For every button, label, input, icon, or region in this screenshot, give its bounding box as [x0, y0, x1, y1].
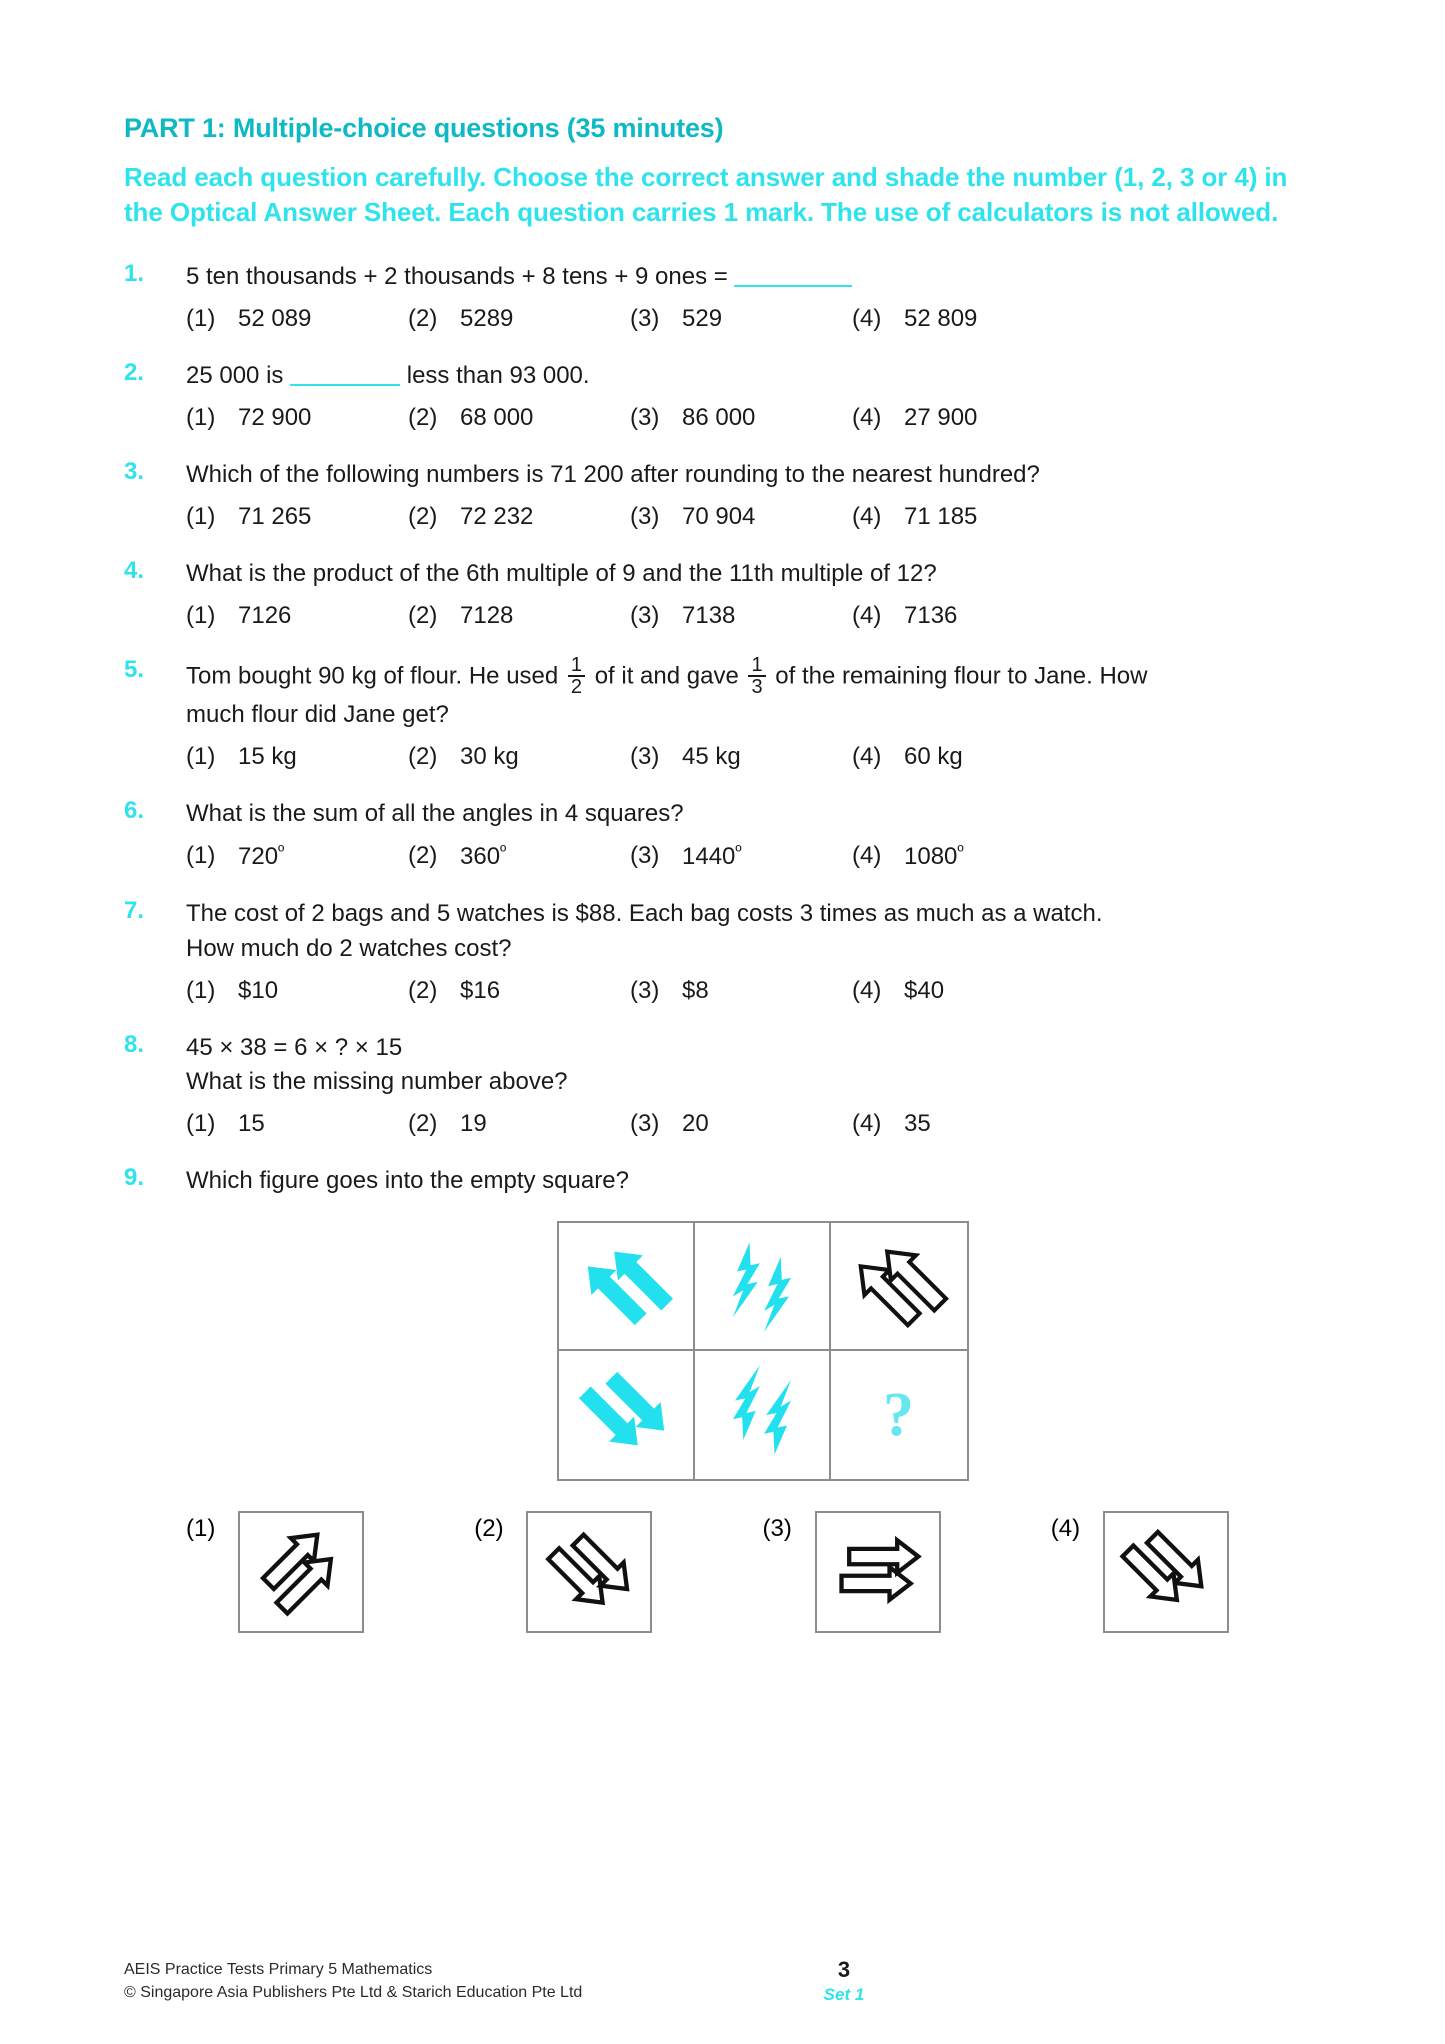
- option-2[interactable]: [408, 404, 630, 432]
- option-value: $1440^º$: [682, 842, 742, 871]
- matrix-cell-6-empty: [831, 1351, 967, 1479]
- question-text-line2: What is the missing number above?: [186, 1068, 568, 1096]
- option-label: (2): [408, 305, 438, 333]
- question-number: 4.: [124, 556, 145, 584]
- question-text-after-blank: less than 93 000.: [406, 362, 590, 390]
- cyan-lightning-up-right-icon: [710, 1232, 814, 1341]
- question-number: 3.: [124, 458, 145, 486]
- question-text: Which of the following numbers is 71 200 after rounding to the nearest hundred?: [186, 461, 1040, 489]
- option-value: 5289: [460, 305, 514, 333]
- option-2[interactable]: [408, 842, 630, 871]
- option-label: (1): [186, 502, 216, 530]
- outline-block-arrows-left-icon: [830, 1522, 926, 1623]
- question-number: 1.: [124, 260, 145, 288]
- question-text: [186, 260, 1339, 295]
- option-label: (2): [408, 404, 438, 432]
- question-segment-1: Tom bought 90 kg of flour. He used: [186, 662, 559, 690]
- question-4: [124, 557, 1339, 630]
- option-value: 68 000: [460, 404, 534, 432]
- figure-option-1[interactable]: [186, 1511, 474, 1633]
- question-text: The cost of 2 bags and 5 watches is $88. Each bag costs 3 times as much as a watch.: [186, 900, 1103, 928]
- option-label: (4): [852, 502, 882, 530]
- page-footer: [124, 1958, 1324, 2005]
- option-value: 71 265: [238, 502, 312, 530]
- option-value: 45 kg: [682, 743, 741, 771]
- option-value: 19: [460, 1110, 487, 1138]
- option-value: 15 kg: [238, 743, 297, 771]
- degree-symbol: º: [735, 842, 742, 862]
- degree-symbol: º: [500, 842, 507, 862]
- option-label: (4): [852, 976, 882, 1004]
- option-value: $720^º$: [238, 842, 285, 871]
- option-1[interactable]: [186, 503, 408, 531]
- option-2[interactable]: [408, 602, 630, 630]
- options-row: [186, 977, 1339, 1005]
- option-label: (4): [852, 1110, 882, 1138]
- question-text-before-blank: 25 000 is: [186, 362, 284, 390]
- footer-page-info: [764, 1958, 924, 2005]
- option-1[interactable]: [186, 977, 408, 1005]
- option-label: (3): [630, 601, 660, 629]
- option-label: (4): [852, 601, 882, 629]
- option-value: $8: [682, 976, 709, 1004]
- degree-symbol: º: [278, 842, 285, 862]
- question-text: [186, 653, 1339, 699]
- option-3[interactable]: [630, 977, 852, 1005]
- question-mark-icon: ?: [883, 1381, 914, 1450]
- option-value: 72 900: [238, 404, 312, 432]
- option-value: $40: [904, 976, 945, 1004]
- answer-blank[interactable]: [290, 362, 400, 386]
- option-value: 15: [238, 1110, 265, 1138]
- options-row: [186, 743, 1339, 771]
- option-value: 7128: [460, 601, 514, 629]
- question-text: What is the product of the 6th multiple of 9 and the 11th multiple of 12?: [186, 559, 937, 587]
- option-value: 20: [682, 1110, 709, 1138]
- options-row: [186, 602, 1339, 630]
- option-label: (3): [762, 1515, 792, 1543]
- option-label: (2): [408, 976, 438, 1004]
- option-label: (3): [630, 305, 660, 333]
- option-1[interactable]: [186, 404, 408, 432]
- cyan-block-arrows-up-right-icon: [574, 1232, 678, 1341]
- figure-options-row: [186, 1511, 1339, 1633]
- option-2[interactable]: [408, 1110, 630, 1138]
- figure-option-box[interactable]: [238, 1511, 364, 1633]
- option-label: (3): [630, 404, 660, 432]
- option-value: $1080^º$: [904, 842, 964, 871]
- question-number: 7.: [124, 897, 145, 925]
- option-label: (1): [186, 842, 216, 870]
- question-6: [124, 797, 1339, 871]
- option-1[interactable]: [186, 1110, 408, 1138]
- option-label: (3): [630, 976, 660, 1004]
- option-3[interactable]: [630, 602, 852, 630]
- set-label: Set 1: [823, 1985, 865, 2005]
- option-label: (4): [1050, 1515, 1081, 1543]
- option-value: $10: [238, 976, 279, 1004]
- option-4[interactable]: [852, 503, 1074, 531]
- option-label: (3): [630, 743, 660, 771]
- option-value: 60 kg: [904, 743, 963, 771]
- question-3: [124, 458, 1339, 531]
- question-number: 9.: [124, 1164, 145, 1192]
- option-3[interactable]: [630, 305, 852, 333]
- fraction-one-half: [568, 655, 585, 698]
- option-value: 35: [904, 1110, 931, 1138]
- option-4[interactable]: [852, 404, 1074, 432]
- option-value: $16: [460, 976, 501, 1004]
- footer-credits: [124, 1958, 764, 2004]
- figure-option-box[interactable]: [1103, 1511, 1229, 1633]
- option-2[interactable]: [408, 743, 630, 771]
- option-value: 52 089: [238, 305, 312, 333]
- option-value: 71 185: [904, 502, 978, 530]
- figure-option-box[interactable]: [526, 1511, 652, 1633]
- question-equation: 45 × 38 = 6 × ? × 15: [186, 1033, 403, 1061]
- option-value: 7138: [682, 601, 736, 629]
- question-2: [124, 359, 1339, 432]
- option-3[interactable]: [630, 1110, 852, 1138]
- outline-block-arrows-down-right-icon: [253, 1522, 349, 1623]
- matrix-cell-2: [695, 1223, 831, 1351]
- option-1[interactable]: [186, 743, 408, 771]
- question-text: [186, 359, 1339, 394]
- question-number: 5.: [124, 655, 145, 683]
- question-text: What is the sum of all the angles in 4 squares?: [186, 800, 684, 828]
- option-label: (1): [186, 404, 216, 432]
- question-text-line2: much flour did Jane get?: [186, 701, 449, 729]
- option-4[interactable]: [852, 1110, 1074, 1138]
- option-label: (4): [852, 842, 882, 870]
- figure-option-2[interactable]: [474, 1511, 762, 1633]
- option-3[interactable]: [630, 743, 852, 771]
- outline-block-arrows-up-right-icon: [847, 1232, 951, 1341]
- option-value: 7136: [904, 601, 958, 629]
- answer-blank[interactable]: [734, 263, 852, 287]
- fraction-one-third: [748, 655, 765, 698]
- option-value: $360^º$: [460, 842, 507, 871]
- options-row: [186, 1110, 1339, 1138]
- matrix-grid: [557, 1221, 969, 1481]
- page-number: 3: [837, 1957, 851, 1982]
- question-segment-2: of it and gave: [594, 662, 739, 690]
- option-label: (2): [408, 1110, 438, 1138]
- part-instructions: Read each question carefully. Choose the correct answer and shade the number (1, 2, 3 or 4) in the Optical Answer Sheet. Each question carries 1 mark. The use of calculators is not allowed.: [124, 161, 1288, 228]
- question-segment-3: of the remaining flour to Jane. How: [775, 662, 1148, 690]
- option-label: (1): [186, 1515, 216, 1543]
- option-2[interactable]: [408, 305, 630, 333]
- figure-option-box[interactable]: [815, 1511, 941, 1633]
- option-label: (1): [186, 601, 216, 629]
- outline-block-arrows-up-left-icon: [541, 1522, 637, 1623]
- option-value: 7126: [238, 601, 292, 629]
- figure-option-4[interactable]: [1051, 1511, 1339, 1633]
- matrix-cell-3: [831, 1223, 967, 1351]
- options-row: [186, 842, 1339, 871]
- option-value: 30 kg: [460, 743, 519, 771]
- option-2[interactable]: [408, 503, 630, 531]
- option-4[interactable]: [852, 977, 1074, 1005]
- option-label: (1): [186, 1110, 216, 1138]
- option-value: 70 904: [682, 502, 756, 530]
- options-row: [186, 404, 1339, 432]
- option-label: (3): [630, 502, 660, 530]
- option-4[interactable]: [852, 743, 1074, 771]
- matrix-cell-1: [559, 1223, 695, 1351]
- question-text: Which figure goes into the empty square?: [186, 1167, 629, 1195]
- question-text-line2: How much do 2 watches cost?: [186, 934, 512, 962]
- cyan-lightning-down-left-icon: [710, 1361, 814, 1470]
- question-number: 6.: [124, 797, 145, 825]
- option-2[interactable]: [408, 977, 630, 1005]
- option-label: (4): [852, 305, 882, 333]
- question-5: [124, 653, 1339, 772]
- options-row: [186, 503, 1339, 531]
- option-label: (3): [630, 1110, 660, 1138]
- option-label: (2): [408, 842, 438, 870]
- matrix-cell-5: [695, 1351, 831, 1479]
- option-value: 27 900: [904, 404, 978, 432]
- question-8: [124, 1031, 1339, 1139]
- question-number: 8.: [124, 1030, 145, 1058]
- option-1[interactable]: [186, 602, 408, 630]
- option-value: 86 000: [682, 404, 756, 432]
- outline-block-arrows-down-left-icon: [1118, 1522, 1214, 1623]
- degree-symbol: º: [957, 842, 964, 862]
- option-value: 72 232: [460, 502, 534, 530]
- option-label: (4): [852, 404, 882, 432]
- option-label: (2): [474, 1515, 504, 1543]
- page-content: [124, 112, 1339, 1659]
- option-3[interactable]: [630, 404, 852, 432]
- option-1[interactable]: [186, 305, 408, 333]
- option-label: (2): [408, 502, 438, 530]
- fraction-denominator: 3: [748, 675, 765, 697]
- matrix-figure-wrapper: [186, 1221, 1339, 1481]
- option-label: (2): [408, 601, 438, 629]
- option-label: (3): [630, 842, 660, 870]
- question-9: [124, 1164, 1339, 1633]
- option-1[interactable]: [186, 842, 408, 871]
- option-4[interactable]: [852, 842, 1074, 871]
- part-title: PART 1: Multiple-choice questions (35 minutes): [124, 113, 724, 143]
- option-label: (2): [408, 743, 438, 771]
- matrix-cell-4: [559, 1351, 695, 1479]
- fraction-denominator: 2: [568, 675, 585, 697]
- figure-option-3[interactable]: [763, 1511, 1051, 1633]
- option-3[interactable]: [630, 842, 852, 871]
- option-value: 52 809: [904, 305, 978, 333]
- question-text-before-blank: 5 ten thousands + 2 thousands + 8 tens + 9 ones =: [186, 263, 728, 291]
- fraction-numerator: 1: [751, 653, 763, 676]
- footer-copyright: © Singapore Asia Publishers Pte Ltd & Starich Education Pte Ltd: [124, 1984, 583, 2002]
- option-4[interactable]: [852, 602, 1074, 630]
- option-3[interactable]: [630, 503, 852, 531]
- cyan-block-arrows-down-left-icon: [574, 1361, 678, 1470]
- option-label: (1): [186, 976, 216, 1004]
- option-value: 529: [682, 305, 723, 333]
- option-4[interactable]: [852, 305, 1074, 333]
- option-label: (1): [186, 743, 216, 771]
- option-label: (4): [852, 743, 882, 771]
- option-label: (1): [186, 305, 216, 333]
- question-7: [124, 897, 1339, 1005]
- footer-title: AEIS Practice Tests Primary 5 Mathematics: [124, 1961, 433, 1978]
- fraction-numerator: 1: [570, 653, 583, 676]
- question-number: 2.: [124, 359, 145, 387]
- options-row: [186, 305, 1339, 333]
- question-1: [124, 260, 1339, 333]
